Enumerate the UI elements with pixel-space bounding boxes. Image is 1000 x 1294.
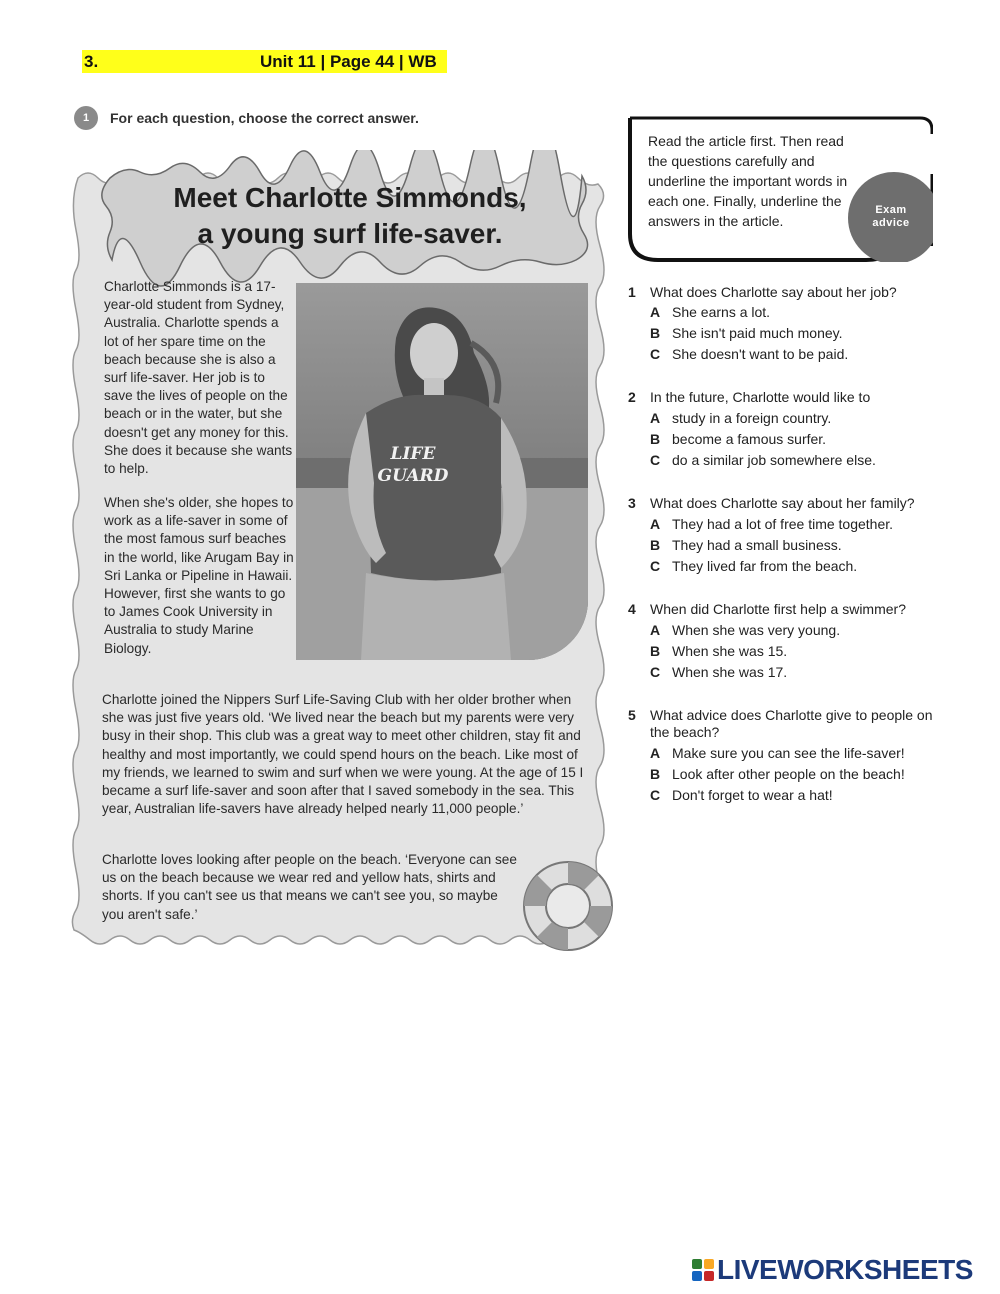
- shirt-text-line1: LIFE: [390, 444, 436, 464]
- option-c[interactable]: C do a similar job somewhere else.: [650, 452, 876, 468]
- option-a[interactable]: A study in a foreign country.: [650, 410, 832, 426]
- question-text: What does Charlotte say about her job?: [650, 284, 897, 300]
- lifeguard-photo: [296, 283, 588, 660]
- question-number: 1: [628, 284, 636, 300]
- article-paragraph-1: Charlotte Simmonds is a 17-year-old student from Sydney, Australia. Charlotte spends a lot of her spare time on the beach because she is also a surf life-saver. Her job is to save the lives of people on the beach or in the water, but she doesn't get any money for this. She does it because she wants to help.: [104, 279, 293, 477]
- option-a[interactable]: A When she was very young.: [650, 622, 841, 638]
- article-paragraph-2: When she's older, she hopes to work as a life-saver in some of the most famous surf beaches in the world, like Arugam Bay in Sri Lanka or Pipeline in Hawaii. However, first she wants to go to James Cook University in Australia to study Marine Biology.: [104, 495, 294, 656]
- question-text: When did Charlotte first help a swimmer?: [650, 601, 906, 617]
- question-text: What does Charlotte say about her family?: [650, 495, 915, 511]
- question-number: 4: [628, 601, 636, 617]
- option-a[interactable]: A She earns a lot.: [650, 304, 771, 320]
- question-number: 5: [628, 707, 636, 723]
- badge-line2: advice: [872, 217, 910, 229]
- article-panel: [70, 150, 615, 950]
- option-b[interactable]: B She isn't paid much money.: [650, 325, 843, 341]
- exercise-number-badge: 1: [74, 106, 98, 130]
- option-a[interactable]: A Make sure you can see the life-saver!: [650, 745, 905, 761]
- lifebuoy-icon: [518, 858, 618, 954]
- exercise-instruction: For each question, choose the correct answer.: [110, 110, 419, 126]
- article-title: [130, 180, 570, 252]
- article-title-line1: Meet Charlotte Simmonds,: [173, 182, 527, 213]
- question-number: 2: [628, 389, 636, 405]
- option-c[interactable]: C They lived far from the beach.: [650, 558, 858, 574]
- option-b[interactable]: B They had a small business.: [650, 537, 842, 553]
- question-text: In the future, Charlotte would like to: [650, 389, 871, 405]
- article-paragraph-4: Charlotte loves looking after people on the beach. ‘Everyone can see us on the beach because we wear red and yellow hats, shirts and shorts. If you can't see us that means we can't see you, so maybe you aren't safe.’: [102, 852, 517, 922]
- option-b[interactable]: B become a famous surfer.: [650, 431, 827, 447]
- header-bar: [82, 50, 447, 73]
- option-c[interactable]: C When she was 17.: [650, 664, 788, 680]
- question-number: 3: [628, 495, 636, 511]
- exam-advice-box: [628, 114, 933, 262]
- option-c[interactable]: C She doesn't want to be paid.: [650, 346, 849, 362]
- exercise-section-number: 3.: [84, 52, 99, 71]
- option-b[interactable]: B When she was 15.: [650, 643, 788, 659]
- option-b[interactable]: B Look after other people on the beach!: [650, 766, 905, 782]
- logo-blocks-icon: [692, 1259, 716, 1283]
- exam-advice-text: Read the article first. Then read the questions carefully and underline the important words in each one. Finally, underline the answers in the article.: [648, 133, 848, 229]
- option-c[interactable]: C Don't forget to wear a hat!: [650, 787, 833, 803]
- question-text: What advice does Charlotte give to people on the beach?: [650, 707, 933, 740]
- exam-advice-badge: [846, 176, 936, 256]
- shirt-text-line2: GUARD: [377, 466, 449, 486]
- badge-line1: Exam: [875, 204, 907, 216]
- shirt-print: [368, 443, 458, 487]
- article-title-line2: a young surf life-saver.: [197, 218, 503, 249]
- unit-page-label: Unit 11 | Page 44 | WB: [260, 52, 437, 71]
- option-a[interactable]: A They had a lot of free time together.: [650, 516, 894, 532]
- logo-wordmark: LIVEWORKSHEETS: [717, 1254, 973, 1285]
- article-paragraph-3: Charlotte joined the Nippers Surf Life-Saving Club with her older brother when she was just five years old. ‘We lived near the beach but my parents were very busy in their shop. This club was a great way to meet other children, stay fit and healthy and most importantly, we could spend hours on the beach. Like most of my friends, we learned to swim and surf when we were young. At the age of 15 I became a surf life-saver and soon after that I saved somebody in the sea. This year, Australian life-savers have already helped nearly 11,000 people.’: [102, 692, 584, 817]
